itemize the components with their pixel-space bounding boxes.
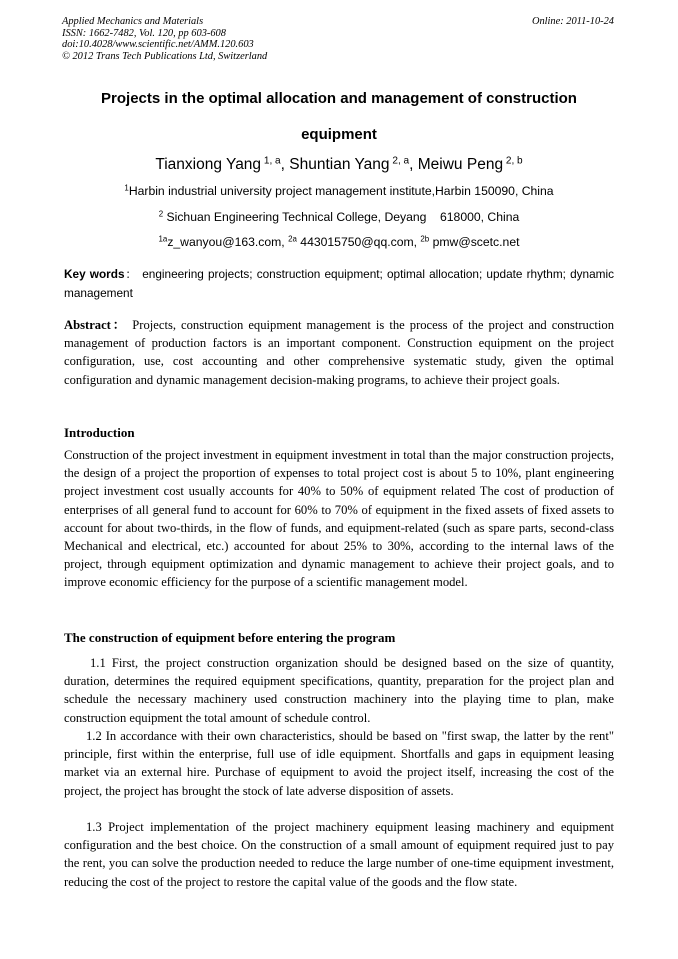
affiliation-sup: 1 bbox=[124, 183, 129, 193]
body-paragraph-1-2: 1.2 In accordance with their own characteristics, should be based on "first swap, the latter by the rent" principle, first within the enterprise, full use of idle equipment. Shortfalls and gaps in equipment leasing market via an external hire. Purchase of equipment to avoid the project itself, increasing the cost of the project, the project has brought the stock of late adverse disposition of assets. bbox=[64, 729, 614, 798]
abstract-label: Abstract bbox=[64, 318, 111, 332]
doi-line: doi:10.4028/www.scientific.net/AMM.120.603 bbox=[62, 39, 254, 50]
online-date: Online: 2011-10-24 bbox=[531, 16, 614, 27]
body-paragraph-1-1: 1.1 First, the project construction organization should be designed based on the size of quantity, duration, determines the required equipment specifications, quantity, preparation for the project plan and schedule the necessary machinery used construction machinery into the playing time to plan, make construction equipment the total amount of schedule control. bbox=[64, 656, 614, 725]
body-paragraph-1-3: 1.3 Project implementation of the project machinery equipment leasing machinery and equipment configuration and the best choice. On the construction of a small amount of equipment required just to pay the rent, you can solve the production needed to reduce the large number of one-time equipment investment, reducing the cost of the project to restore the capital value of the goods and the flow state. bbox=[64, 820, 614, 889]
paper-title-line-1: Projects in the optimal allocation and management of construction bbox=[101, 90, 577, 107]
author-sup: 2, b bbox=[505, 155, 523, 167]
author-name: Shuntian Yang bbox=[289, 156, 390, 173]
affiliation-2 bbox=[62, 210, 616, 224]
paper-title-line-2: equipment bbox=[301, 126, 377, 143]
email-sup: 1a bbox=[158, 234, 168, 244]
author-sup: 1, a bbox=[263, 155, 281, 167]
affiliation-text: Sichuan Engineering Technical College, Deyang 618000, China bbox=[166, 210, 520, 224]
abstract-colon: ： bbox=[110, 318, 128, 332]
email-sup: 2a bbox=[288, 234, 297, 244]
email-text: z_wanyou@163.com, bbox=[167, 235, 289, 249]
keywords-text: engineering projects; construction equipment; optimal allocation; update rhythm; dynamic management bbox=[64, 267, 614, 300]
section-heading-introduction: Introduction bbox=[64, 425, 135, 440]
affiliation-text: Harbin industrial university project management institute,Harbin 150090, China bbox=[128, 184, 554, 198]
keywords bbox=[64, 265, 614, 303]
affiliation-1 bbox=[62, 184, 616, 198]
author-3 bbox=[418, 156, 523, 173]
author-list bbox=[62, 156, 616, 174]
author-name: Tianxiong Yang bbox=[155, 156, 262, 173]
author-sep: , bbox=[280, 156, 290, 173]
email-sup: 2b bbox=[420, 234, 430, 244]
author-sup: 2, a bbox=[392, 155, 410, 167]
email-text: pmw@scetc.net bbox=[429, 235, 520, 249]
section-heading-equipment: The construction of equipment before entering the program bbox=[64, 630, 396, 645]
email-line bbox=[62, 235, 616, 249]
intro-paragraph: Construction of the project investment in equipment investment in total than the major construction projects, the design of a project the proportion of expenses to total project cost is about 5 to 10%, plant engineering project investment cost usually accounts for 40% to 50% of equipment related The cost of production of enterprises of all general fund to account for 60% to 70% of equipment in the fixed assets of fixed assets to account for about two-thirds, in the flow of funds, and equipment-related (such as spare parts, second-class Mechanical and electrical, etc.) accounted for about 25% to 30%, according to the internal laws of the project, through equipment optimization and dynamic management to achieve their project goals, and to improve economic efficiency for the purpose of a scientific management model. bbox=[64, 448, 614, 590]
author-2 bbox=[289, 156, 417, 173]
email-text: 443015750@qq.com, bbox=[296, 235, 421, 249]
author-sep: , bbox=[409, 156, 418, 173]
copyright-line: © 2012 Trans Tech Publications Ltd, Switzerland bbox=[62, 50, 268, 62]
issn-line: ISSN: 1662-7482, Vol. 120, pp 603-608 bbox=[62, 27, 226, 39]
affiliation-sup: 2 bbox=[158, 209, 164, 219]
abstract-text: Projects, construction equipment management is the process of the project and construction management of production factors is an important component. Construction equipment on the project configuration, use, cost accounting and other comprehensive systematic study, given the optimal configuration and dynamic management decision-making programs, to achieve their project goals. bbox=[64, 318, 615, 387]
abstract bbox=[64, 316, 614, 389]
journal-name: Applied Mechanics and Materials bbox=[62, 16, 204, 27]
author-1 bbox=[155, 156, 289, 173]
keywords-colon: ： bbox=[124, 267, 139, 281]
author-name: Meiwu Peng bbox=[417, 156, 504, 173]
keywords-label: Key words bbox=[64, 267, 125, 281]
journal-header bbox=[62, 16, 267, 62]
